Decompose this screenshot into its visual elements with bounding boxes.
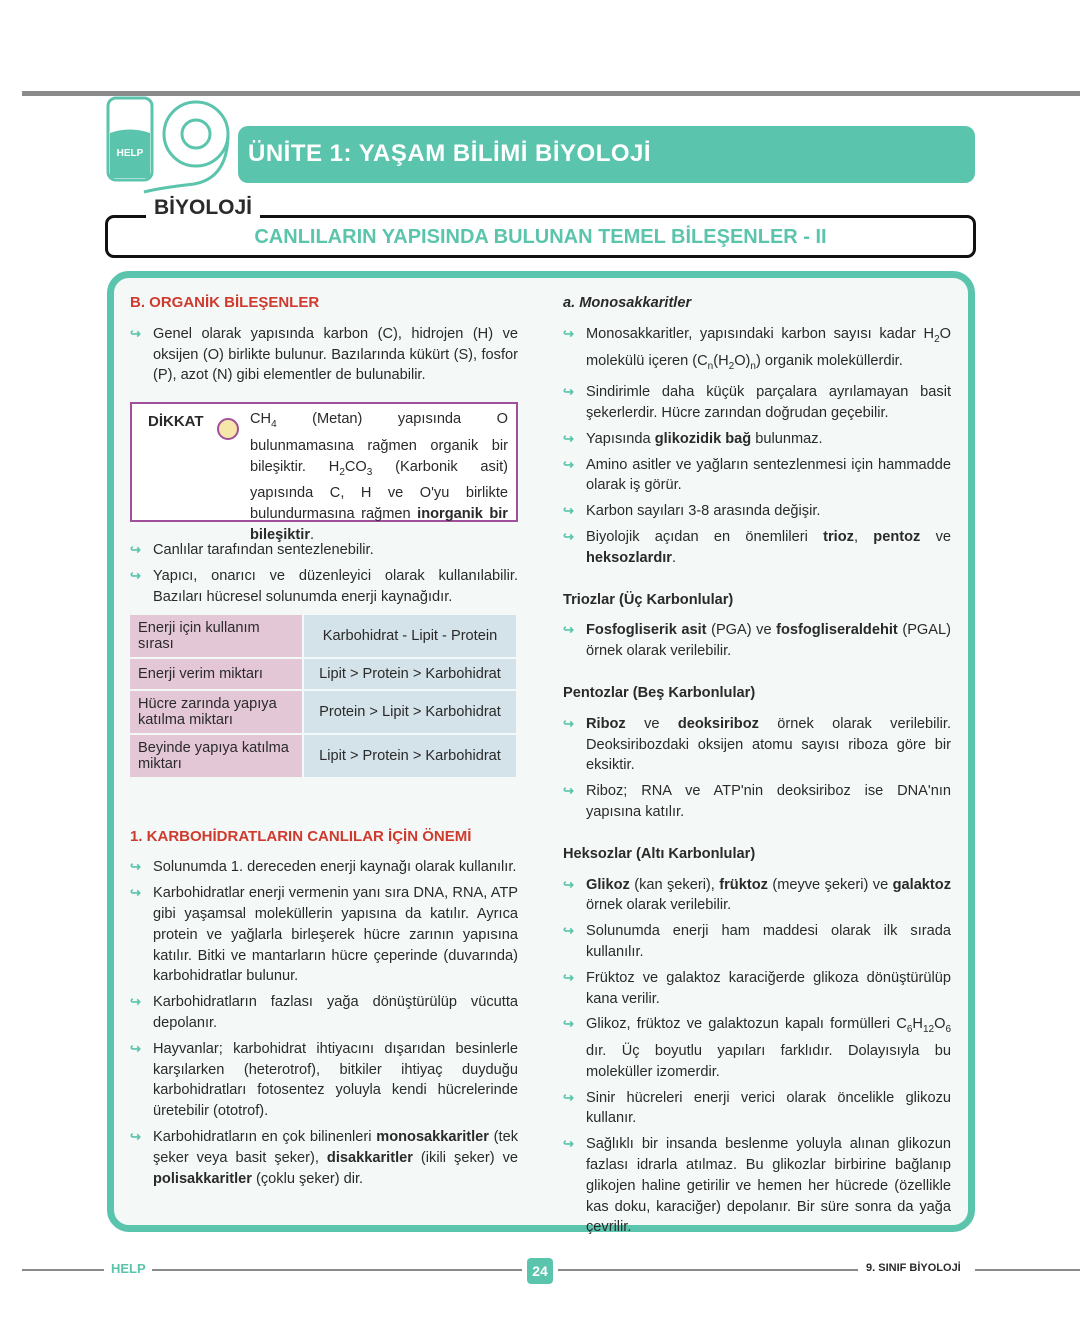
section-heading: B. ORGANİK BİLEŞENLER [130,294,320,311]
bold-term: fosfogliseraldehit [776,622,898,639]
table-row [130,691,516,733]
bold-term: früktoz [719,876,768,893]
bullet-list [130,324,518,386]
table-cell: Karbohidrat - Lipit - Protein [304,615,516,657]
subscript: 3 [366,466,373,478]
bold-term: polisakkaritler [153,1170,252,1187]
bullet-arrow-icon: ↪ [563,1089,574,1105]
topic-title: CANLILARIN YAPISINDA BULUNAN TEMEL BİLEŞENLER - II [105,215,976,258]
subsection-heading: Triozlar (Üç Karbonlular) [563,591,734,608]
subscript: 6 [945,1024,951,1036]
bold-term: Fosfogliserik asit [586,622,707,639]
left-column [130,293,518,1194]
list-item: ↪ Karbohidratların fazlası yağa dönüştürülüp vücutta depolanır. [130,994,518,1031]
bold-term: pentoz [873,528,921,545]
list-item: ↪ Riboz; RNA ve ATP'nin deoksiriboz ise DNA'nın yapısına katılır. [563,783,951,820]
bullet-arrow-icon: ↪ [563,715,574,731]
iv-bag-logo-icon [104,88,234,200]
bullet-arrow-icon: ↪ [130,325,141,341]
list-item: ↪ Solunumda enerji ham maddesi olarak ilk sırada kullanılır. [563,923,951,960]
subscript: n [750,360,756,372]
footer-subject: 9. SINIF BİYOLOJİ [866,1262,961,1274]
bullet-list [563,620,951,662]
table-row [130,659,516,689]
footer-rule [558,1269,858,1271]
bullet-arrow-icon: ↪ [563,783,574,799]
table-cell: Enerji için kullanım sırası [130,615,302,657]
list-item: ↪ Sinir hücreleri enerji verici olarak öncelikle glikozu kullanır. [563,1089,951,1127]
subscript: 2 [934,333,940,345]
subscript: 12 [922,1024,935,1036]
bullet-arrow-icon: ↪ [130,994,141,1010]
bullet-list [130,857,518,1189]
table-cell: Lipit > Protein > Karbohidrat [304,659,516,689]
bullet-arrow-icon: ↪ [563,876,574,892]
list-item: ↪ Früktoz ve galaktoz karaciğerde glikoza dönüştürülüp kana verilir. [563,969,951,1007]
subscript: n [707,360,714,372]
subsection-heading: Pentozlar (Beş Karbonlular) [563,684,756,701]
bullet-arrow-icon: ↪ [563,325,574,341]
bullet-arrow-icon: ↪ [563,430,574,446]
bold-term: Riboz [586,715,626,732]
list-item: ↪ Fosfogliserik asit (PGA) ve fosfogliseraldehit (PGAL) örnek olarak verilebilir. [563,622,951,660]
table-cell: Hücre zarında yapıya katılma miktarı [130,691,302,733]
bullet-arrow-icon: ↪ [130,1128,141,1144]
bullet-arrow-icon: ↪ [130,542,141,558]
list-item: ↪ Canlılar tarafından sentezlenebilir. [130,540,518,561]
bold-term: heksozlardır [586,549,672,566]
footer-rule [975,1269,1080,1271]
subscript: 2 [728,360,735,372]
bold-term: disakkaritler [326,1149,413,1166]
table-cell: Lipit > Protein > Karbohidrat [304,735,516,777]
list-item: ↪ Genel olarak yapısında karbon (C), hidrojen (H) ve oksijen (O) birlikte bulunur. Bazılarında kükürt (S), fosfor (P), azot (N) gibi elementler de bulunabilir. [130,325,518,384]
bullet-arrow-icon: ↪ [563,1016,574,1032]
list-item: ↪ Karbohidratların en çok bilinenleri monosakkaritler (tek şeker veya basit şeker), disakkaritler (ikili şeker) ve polisakkaritler (çoklu şeker) dir. [130,1128,518,1187]
list-item: ↪ Biyolojik açıdan en önemlileri trioz, pentoz ve heksozlardır. [563,528,952,566]
bullet-arrow-icon: ↪ [130,859,141,875]
bullet-arrow-icon: ↪ [563,384,574,400]
section-heading: 1. KARBOHİDRATLARIN CANLILAR İÇİN ÖNEMİ [130,827,472,845]
bold-term: monosakkaritler [376,1128,489,1145]
subscript: 6 [906,1024,913,1036]
table-cell: Beyinde yapıya katılma miktarı [130,735,302,777]
bullet-list [563,714,951,823]
bold-term: glikozidik bağ [654,430,752,447]
bullet-arrow-icon: ↪ [563,923,574,939]
subsection-heading: Heksozlar (Altı Karbonlular) [563,845,756,862]
list-item: ↪ Amino asitler ve yağların sentezlenmesi için hammadde olarak iş görür. [563,456,951,494]
bullet-list [563,875,951,1239]
list-item: ↪ Yapıcı, onarıcı ve düzenleyici olarak kullanılabilir. Bazıları hücresel solunumda enerji kaynağıdır. [130,567,518,605]
bold-term: galaktoz [892,876,951,893]
attention-text: $CH_4$ (Metan) yapısında O bulunmamasına rağmen organik bir bileşiktir. $H_2CO_3$ (Karbonik asit) yapısında C, H ve O'yu birlikte bulundurmasına rağmen inorganik bir bileşiktir. [250,411,509,543]
right-column [563,293,951,1243]
subscript: 4 [271,419,277,431]
bold-term: inorganik bir bileşiktir [250,506,508,543]
subsection-heading: a. Monosakkaritler [563,295,692,311]
table-row [130,735,516,777]
bullet-arrow-icon: ↪ [130,885,141,901]
svg-text:HELP: HELP [116,148,144,159]
list-item: ↪ Sindirimle daha küçük parçalara ayrılamayan basit şekerlerdir. Hücre zarından doğrudan geçebilir. [563,384,951,421]
bullet-arrow-icon: ↪ [563,1136,574,1152]
footer-brand: HELP [111,1261,146,1276]
bullet-list [563,324,951,569]
attention-box [130,402,518,543]
list-item: ↪ Karbon sayıları 3-8 arasında değişir. [563,501,951,522]
footer-rule [152,1269,522,1271]
bullet-list [130,540,518,607]
list-item: ↪ Monosakkaritler, yapısındaki karbon sayısı kadar $H_2O$ molekülü içeren $(C_n(H_2O)_n)$ organik moleküllerdir. [563,325,951,372]
comparison-table [128,613,518,779]
table-row [130,615,516,657]
bullet-arrow-icon: ↪ [563,622,574,638]
bullet-arrow-icon: ↪ [563,528,574,544]
page-number: 24 [527,1258,553,1284]
bold-term: deoksiriboz [677,715,759,732]
subscript: 2 [339,466,345,478]
attention-label: DİKKAT [148,413,204,431]
bullet-arrow-icon: ↪ [563,456,574,472]
subject-label: BİYOLOJİ [146,196,260,220]
list-item: ↪ Riboz ve deoksiriboz örnek olarak verilebilir. Deoksiribozdaki oksijen atomu sayısı riboza göre bir eksiktir. [563,715,951,774]
list-item: ↪ Karbohidratlar enerji vermenin yanı sıra DNA, RNA, ATP gibi yaşamsal moleküllerin yapısına da katılır. Ayrıca protein ve yağlarla birleşerek hücre zarının yapısına katılır. Bitki ve mantarların hücre çeperinde (duvarında) karbohidratlar bulunur. [130,885,518,985]
bullet-arrow-icon: ↪ [130,567,141,583]
table-cell: Protein > Lipit > Karbohidrat [304,691,516,733]
list-item: ↪ Yapısında glikozidik bağ bulunmaz. [563,429,951,450]
table-cell: Enerji verim miktarı [130,659,302,689]
bold-term: Glikoz [586,876,630,893]
bullet-arrow-icon: ↪ [563,503,574,519]
list-item: ↪ Sağlıklı bir insanda beslenme yoluyla alınan glikozun fazlası idrarla atılmaz. Bu glikozlar birbirine bağlanıp glikojen haline getirilir ve hemen her hücrede (özellikle kas doku, karaciğer) depolanır. Bir süre sonra da yağa çevrilir. [563,1136,951,1236]
bold-term: trioz [823,528,854,545]
list-item: ↪ Glikoz, früktoz ve galaktozun kapalı formülleri $C_6H_{12}O_6$ dır. Üç boyutlu yapıları farklıdır. Dolayısıyla bu moleküller izomerdir. [563,1016,951,1080]
list-item: ↪ Hayvanlar; karbohidrat ihtiyacını dışarıdan besinlerle karşılarken (heterotrof), bitkiler ihtiyaç duyduğu karbohidratları fotosentez yoluyla kendi hücrelerinde üretebilir (ototrof). [130,1040,518,1120]
footer-rule [22,1269,104,1271]
list-item: ↪ Solunumda 1. dereceden enerji kaynağı olarak kullanılır. [130,857,518,878]
list-item: ↪ Glikoz (kan şekeri), früktoz (meyve şekeri) ve galaktoz örnek olarak verilebilir. [563,876,951,914]
bullet-arrow-icon: ↪ [563,969,574,985]
bullet-arrow-icon: ↪ [130,1040,141,1056]
unit-title: ÜNİTE 1: YAŞAM BİLİMİ BİYOLOJİ [238,126,975,183]
